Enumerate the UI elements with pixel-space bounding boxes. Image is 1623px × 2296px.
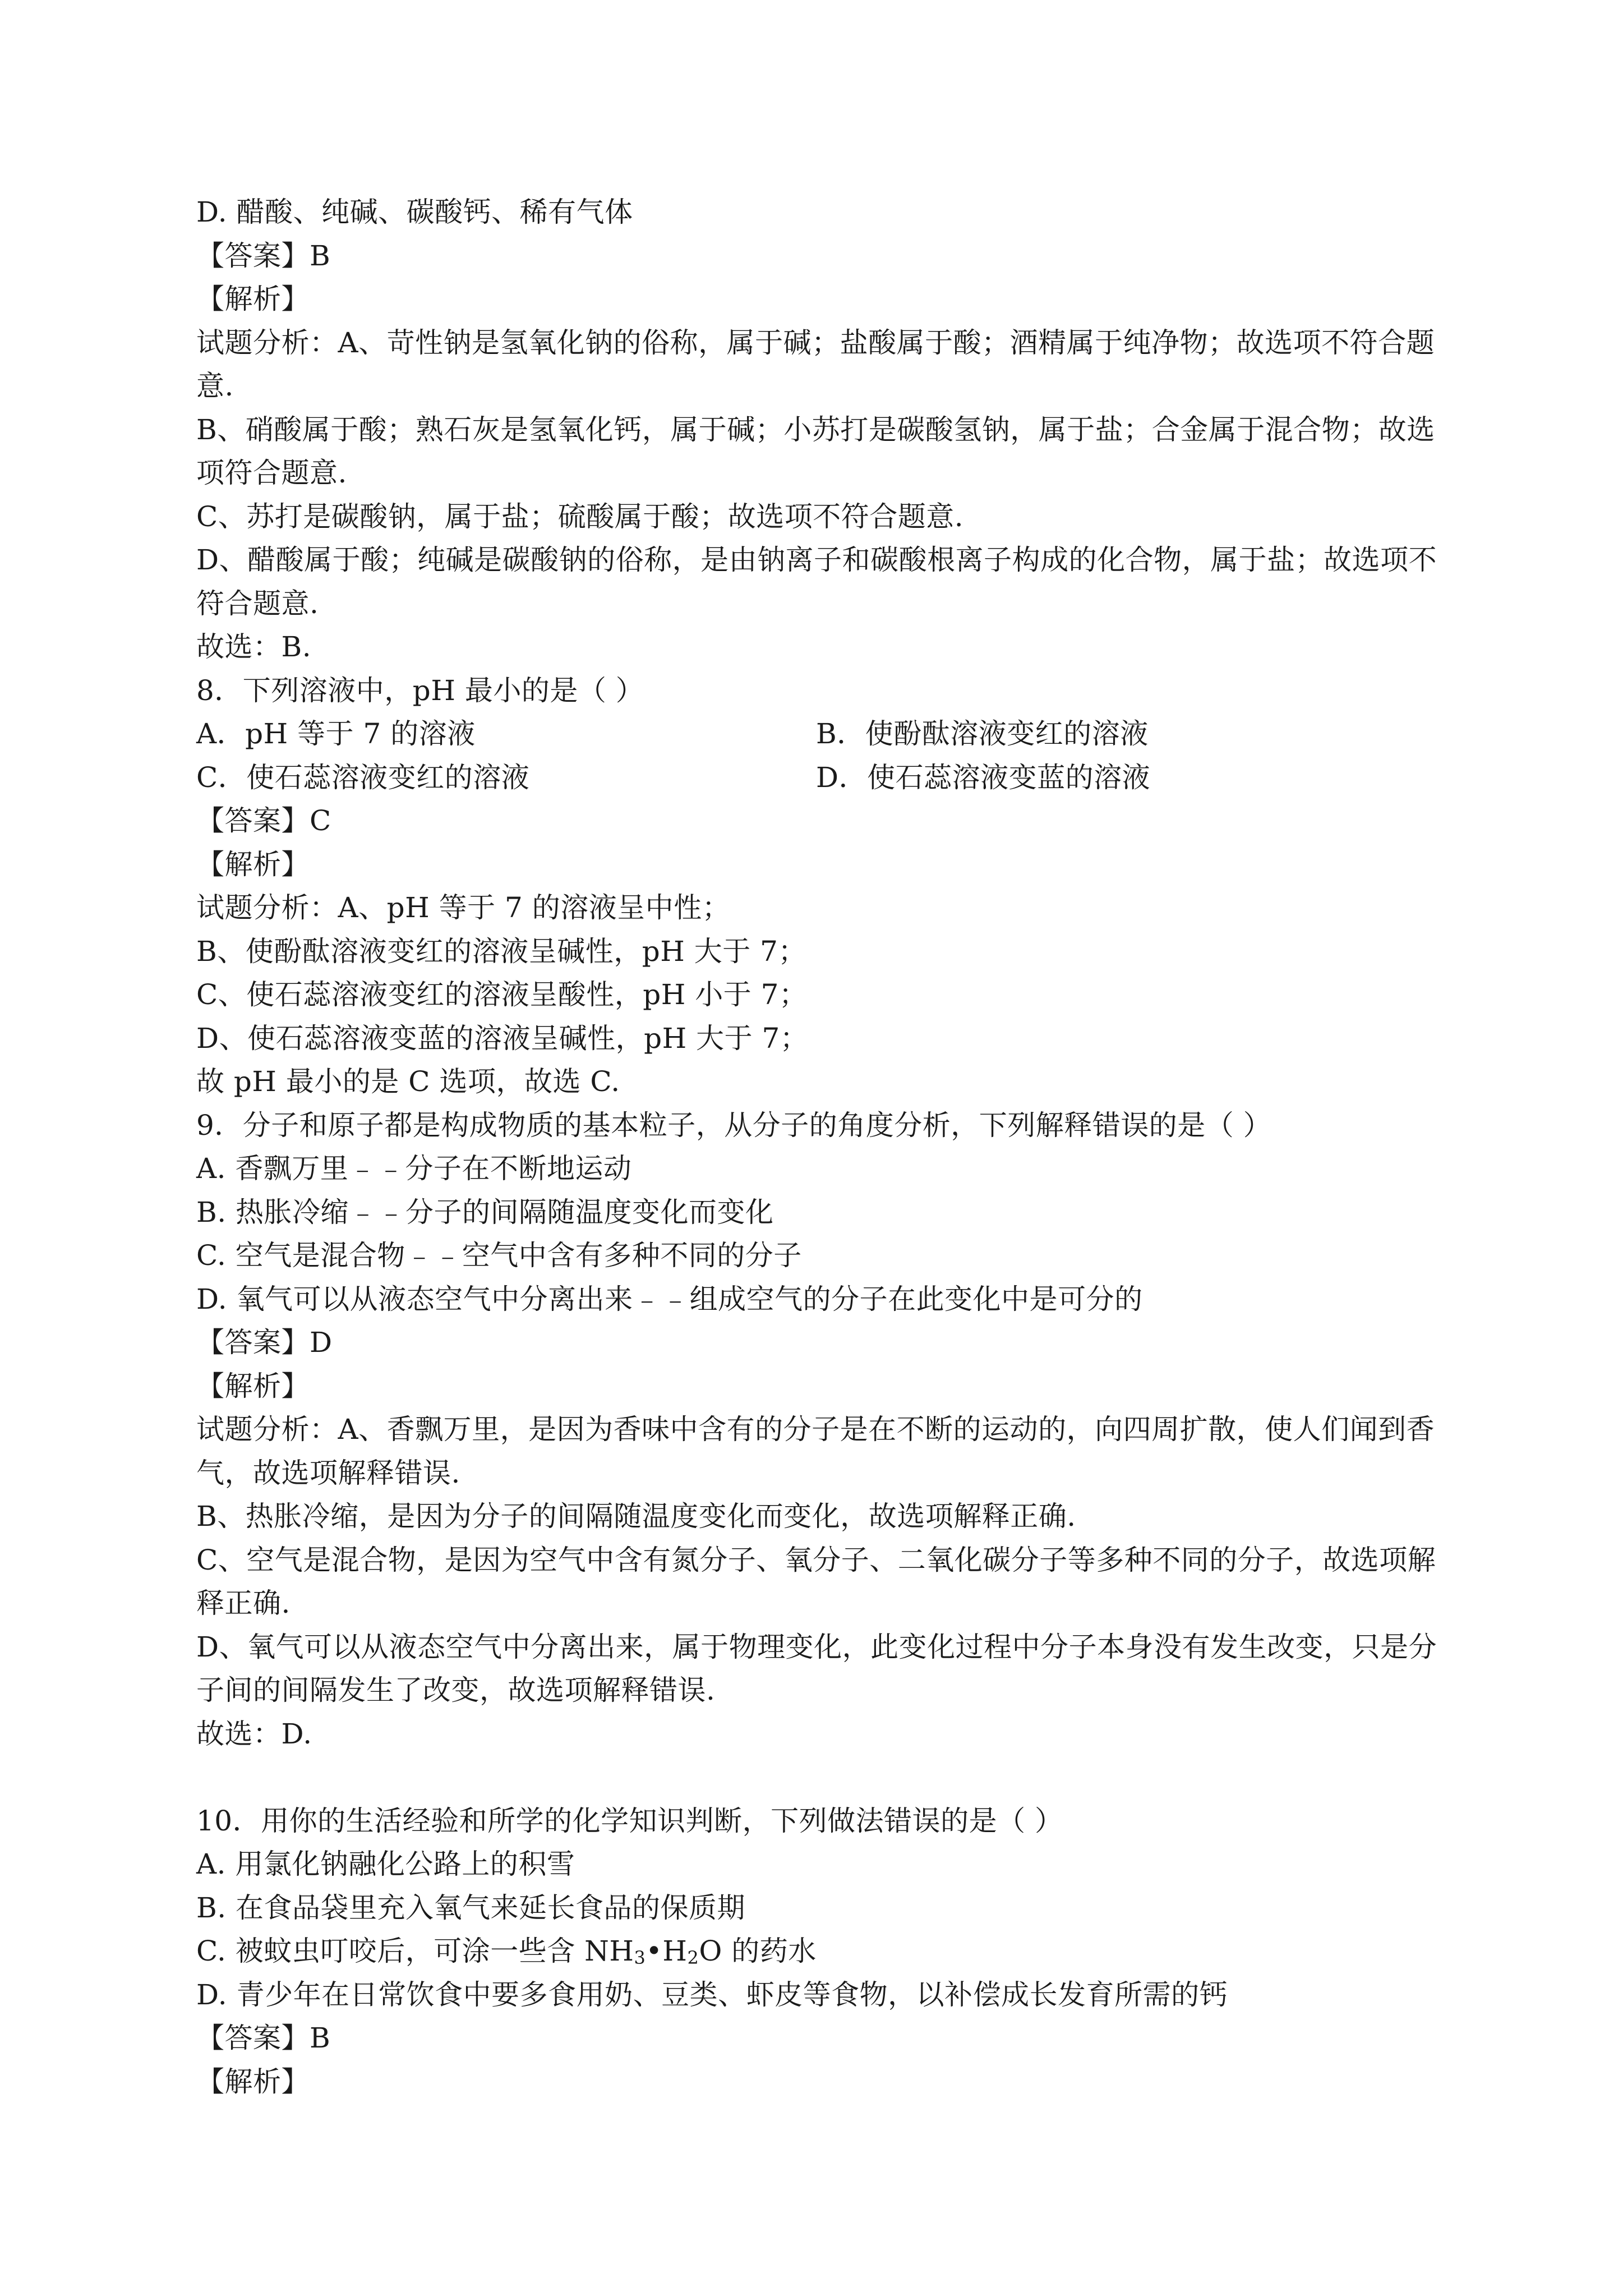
q9-option-c: C. 空气是混合物﹣﹣空气中含有多种不同的分子 bbox=[196, 1239, 802, 1272]
q7-analysis-line: D、醋酸属于酸；纯碱是碳酸钠的俗称，是由钠离子和碳酸根离子构成的化合物，属于盐；故选项不符合题意. bbox=[196, 544, 1437, 620]
q7-answer: 【答案】B bbox=[196, 239, 331, 272]
q10-option-c bbox=[196, 1930, 1447, 1973]
q9-analysis-heading: 【解析】 bbox=[196, 1369, 310, 1402]
q8-analysis-line: 试题分析：A、pH 等于 7 的溶液呈中性； bbox=[196, 891, 731, 924]
q8-option-d: D．使石蕊溶液变蓝的溶液 bbox=[816, 761, 1151, 794]
q8-option-a: A．pH 等于 7 的溶液 bbox=[196, 717, 476, 750]
q7-analysis-line: 试题分析：A、苛性钠是氢氧化钠的俗称，属于碱；盐酸属于酸；酒精属于纯净物；故选项不符合题意. bbox=[196, 326, 1435, 402]
document-body bbox=[196, 191, 1447, 2104]
q9-analysis-line: D、氧气可以从液态空气中分离出来，属于物理变化，此变化过程中分子本身没有发生改变，只是分子间的间隔发生了改变，故选项解释错误. bbox=[196, 1630, 1437, 1706]
q10-option-c-text: C. 被蚊虫叮咬后，可涂一些含 NH bbox=[196, 1935, 634, 1967]
q9-analysis-line: 试题分析：A、香飘万里，是因为香味中含有的分子是在不断的运动的，向四周扩散，使人们闻到香气，故选项解释错误. bbox=[196, 1413, 1435, 1489]
q7-analysis-line: C、苏打是碳酸钠，属于盐；硫酸属于酸；故选项不符合题意. bbox=[196, 500, 964, 533]
q10-answer: 【答案】B bbox=[196, 2022, 331, 2054]
q9-analysis-line: C、空气是混合物，是因为空气中含有氮分子、氧分子、二氧化碳分子等多种不同的分子，故选项解释正确. bbox=[196, 1543, 1436, 1619]
q10-option-a: A. 用氯化钠融化公路上的积雪 bbox=[196, 1848, 575, 1880]
q9-option-a: A. 香飘万里﹣﹣分子在不断地运动 bbox=[196, 1152, 632, 1185]
q9-option-b: B. 热胀冷缩﹣﹣分子的间隔随温度变化而变化 bbox=[196, 1195, 774, 1228]
q9-analysis-line: B、热胀冷缩，是因为分子的间隔随温度变化而变化，故选项解释正确. bbox=[196, 1500, 1076, 1533]
q10-option-c-text: •H bbox=[645, 1935, 688, 1967]
q10-stem: 10．用你的生活经验和所学的化学知识判断，下列做法错误的是（ ） bbox=[196, 1804, 1063, 1837]
q8-option-c: C．使石蕊溶液变红的溶液 bbox=[196, 761, 530, 794]
q8-conclusion: 故 pH 最小的是 C 选项，故选 C. bbox=[196, 1065, 620, 1098]
q7-option-d: D. 醋酸、纯碱、碳酸钙、稀有气体 bbox=[196, 196, 633, 228]
q10-option-c-text: O 的药水 bbox=[699, 1935, 817, 1967]
blank-line bbox=[196, 1756, 1447, 1800]
q9-stem: 9．分子和原子都是构成物质的基本粒子，从分子的角度分析，下列解释错误的是（ ） bbox=[196, 1108, 1272, 1142]
q10-analysis-heading: 【解析】 bbox=[196, 2065, 310, 2098]
q8-analysis-line: C、使石蕊溶液变红的溶液呈酸性，pH 小于 7； bbox=[196, 978, 808, 1011]
q8-options-row-2 bbox=[196, 756, 1447, 800]
subscript: 2 bbox=[687, 1947, 699, 1968]
q9-option-d: D. 氧气可以从液态空气中分离出来﹣﹣组成空气的分子在此变化中是可分的 bbox=[196, 1282, 1143, 1315]
q8-options-row-1 bbox=[196, 712, 1447, 756]
q8-analysis-heading: 【解析】 bbox=[196, 848, 310, 881]
q7-analysis-heading: 【解析】 bbox=[196, 283, 310, 315]
q10-option-d: D. 青少年在日常饮食中要多食用奶、豆类、虾皮等食物，以补偿成长发育所需的钙 bbox=[196, 1978, 1228, 2011]
q9-answer: 【答案】D bbox=[196, 1326, 333, 1359]
q10-option-b: B. 在食品袋里充入氧气来延长食品的保质期 bbox=[196, 1891, 746, 1924]
q7-conclusion: 故选：B. bbox=[196, 631, 312, 663]
q8-option-b: B．使酚酞溶液变红的溶液 bbox=[816, 717, 1149, 750]
q7-analysis-line: B、硝酸属于酸；熟石灰是氢氧化钙，属于碱；小苏打是碳酸氢钠，属于盐；合金属于混合物；故选项符合题意. bbox=[196, 413, 1435, 489]
q8-analysis-line: D、使石蕊溶液变蓝的溶液呈碱性，pH 大于 7； bbox=[196, 1022, 809, 1055]
subscript: 3 bbox=[634, 1947, 646, 1968]
q9-conclusion: 故选：D. bbox=[196, 1717, 312, 1750]
q8-analysis-line: B、使酚酞溶液变红的溶液呈碱性，pH 大于 7； bbox=[196, 935, 806, 968]
q8-stem: 8．下列溶液中，pH 最小的是（ ） bbox=[196, 674, 644, 707]
q8-answer: 【答案】C bbox=[196, 804, 331, 837]
